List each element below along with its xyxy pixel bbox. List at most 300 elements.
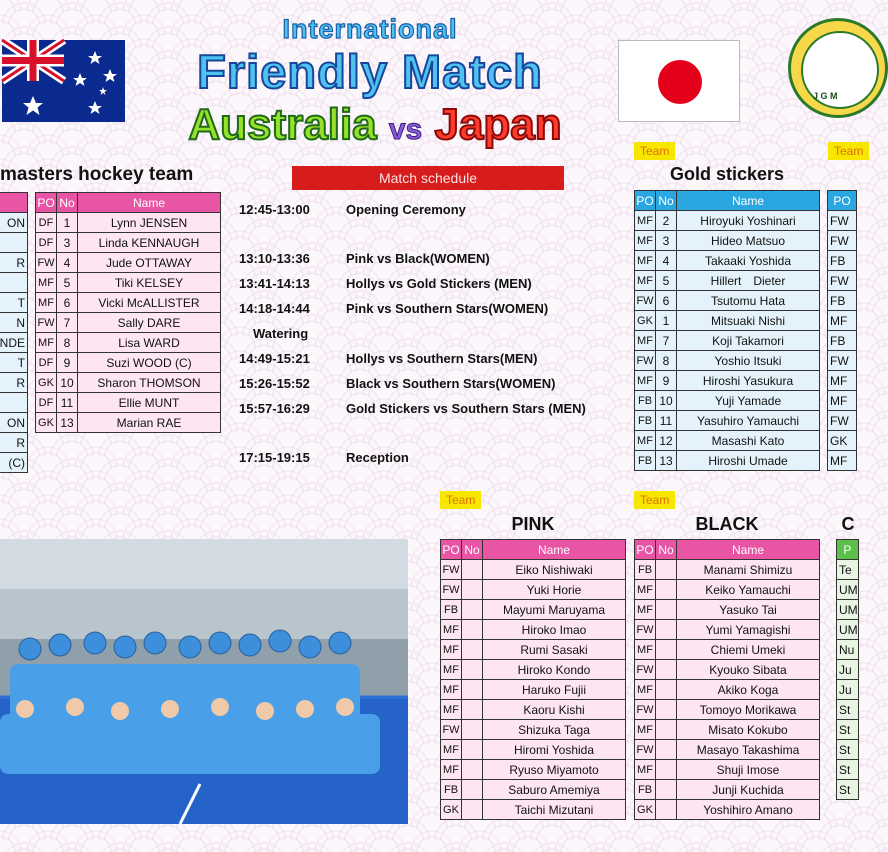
player-name: Lynn JENSEN [78,213,221,233]
player-position: GK [441,800,462,820]
player-number [656,580,677,600]
schedule-break: Watering [253,326,309,341]
schedule-time: 13:41-14:13 [239,276,310,291]
pink-header-po: PO [441,540,462,560]
player-position: MF [635,231,656,251]
player-position: MF [635,640,656,660]
player-position: MF [635,251,656,271]
player-name: Ryuso Miyamoto [483,760,626,780]
table-row [828,411,857,431]
title-team-a: Australia [188,100,377,149]
player-name: Mayumi Maruyama [483,600,626,620]
partial-cell: N [0,313,28,333]
player-name: Suzi WOOD (C) [78,353,221,373]
player-position: MF [441,740,462,760]
gold-stickers-table [634,190,820,471]
player-number: 1 [57,213,78,233]
schedule-time: 14:18-14:44 [239,301,310,316]
gold-header-no: No [656,191,677,211]
player-number: 11 [57,393,78,413]
player-number: 9 [656,371,677,391]
player-position: FW [635,740,656,760]
player-position: MF [441,680,462,700]
player-number: 7 [57,313,78,333]
table-row [36,293,221,313]
partial-cell: NDE [0,333,28,353]
player-position: MF [441,620,462,640]
player-position: DF [36,393,57,413]
player-name: Lisa WARD [78,333,221,353]
schedule-event: Gold Stickers vs Southern Stars (MEN) [346,401,586,416]
table-row [828,291,857,311]
player-name: Ellie MUNT [78,393,221,413]
table-row [837,580,859,600]
table-row [0,213,28,233]
player-name: Hiroko Imao [483,620,626,640]
australia-header-row [36,193,221,213]
australia-header-name: Name [78,193,221,213]
table-row [0,253,28,273]
partial-cell: St [837,700,859,720]
player-position: GK [635,311,656,331]
player-name: Takaaki Yoshida [677,251,820,271]
table-row [441,760,626,780]
player-name: Yasuko Tai [677,600,820,620]
table-row [837,760,859,780]
player-number [656,640,677,660]
player-position: MF [635,371,656,391]
table-row [828,431,857,451]
table-row [36,413,221,433]
player-number: 13 [656,451,677,471]
pink-header-name: Name [483,540,626,560]
player-number: 8 [57,333,78,353]
player-position: FW [441,720,462,740]
table-row [837,720,859,740]
player-number [462,800,483,820]
player-name: Yasuhiro Yamauchi [677,411,820,431]
partial-cell: (C) [0,453,28,473]
table-row [837,780,859,800]
partial-cell: R [0,373,28,393]
player-position: FB [635,780,656,800]
partial-cell: UM [837,580,859,600]
player-number [462,660,483,680]
match-schedule-header: Match schedule [292,166,564,190]
schedule-event: Pink vs Southern Stars(WOMEN) [346,301,549,316]
player-position: MF [635,211,656,231]
team-photo [0,539,408,824]
player-position: MF [635,271,656,291]
player-number [462,640,483,660]
black-header-no: No [656,540,677,560]
table-row [0,373,28,393]
table-row [36,213,221,233]
table-row [828,331,857,351]
player-position: MF [36,273,57,293]
player-number: 7 [656,331,677,351]
australia-team-title: masters hockey team [0,164,194,185]
player-position: FB [635,411,656,431]
player-number [462,600,483,620]
player-position: MF [635,600,656,620]
player-number: 6 [57,293,78,313]
player-name: Mitsuaki Nishi [677,311,820,331]
player-position: FW [635,351,656,371]
partial-cell: Ju [837,660,859,680]
table-row [635,580,820,600]
australia-roster-table [35,192,221,433]
partial-cell: FW [828,211,857,231]
schedule-time: 15:57-16:29 [239,401,310,416]
player-position: FW [635,700,656,720]
table-row [635,800,820,820]
table-row [828,351,857,371]
table-row [635,780,820,800]
table-row [0,313,28,333]
table-row [828,271,857,291]
player-name: Hiroshi Umade [677,451,820,471]
player-number [462,580,483,600]
table-row [828,231,857,251]
player-number: 9 [57,353,78,373]
player-number [656,760,677,780]
table-row [635,411,820,431]
player-number [656,720,677,740]
table-row [837,600,859,620]
player-number: 3 [57,233,78,253]
player-position: MF [441,640,462,660]
team-tag-gold: Team [634,142,675,160]
table-row [635,660,820,680]
partial-cell: MF [828,311,857,331]
table-row [0,433,28,453]
table-row [36,373,221,393]
table-row [36,253,221,273]
pink-header-row [441,540,626,560]
black-header-po: PO [635,540,656,560]
table-row [635,371,820,391]
table-row [635,211,820,231]
table-row [837,740,859,760]
schedule-event: Hollys vs Gold Stickers (MEN) [346,276,532,291]
schedule-time: 15:26-15:52 [239,376,310,391]
player-position: FW [635,620,656,640]
table-row [635,311,820,331]
table-row [635,760,820,780]
table-row [0,393,28,413]
partial-cell: R [0,433,28,453]
player-number: 1 [656,311,677,331]
player-number: 3 [656,231,677,251]
table-row [441,660,626,680]
player-number: 5 [57,273,78,293]
table-row [441,620,626,640]
player-name: Misato Kokubo [677,720,820,740]
player-name: Marian RAE [78,413,221,433]
japan-flag [618,40,740,122]
player-name: Tomoyo Morikawa [677,700,820,720]
player-position: MF [441,660,462,680]
table-row [0,413,28,433]
schedule-time: 12:45-13:00 [239,202,310,217]
partial-cell: FB [828,291,857,311]
table-row [828,311,857,331]
player-position: GK [635,800,656,820]
player-name: Tiki KELSEY [78,273,221,293]
player-name: Yoshihiro Amano [677,800,820,820]
player-name: Yuji Yamade [677,391,820,411]
player-number [462,680,483,700]
player-number [462,780,483,800]
table-row [837,680,859,700]
third-team-title: C [841,514,855,534]
table-row [635,271,820,291]
black-roster-table [634,539,820,820]
player-name: Keiko Yamauchi [677,580,820,600]
pink-roster-table [440,539,626,820]
player-name: Rumi Sasaki [483,640,626,660]
player-position: MF [635,431,656,451]
table-row [635,331,820,351]
table-row [635,700,820,720]
player-position: FW [635,660,656,680]
player-number: 11 [656,411,677,431]
table-row [0,273,28,293]
black-team-title: BLACK [695,514,759,534]
player-name: Kaoru Kishi [483,700,626,720]
partial-cell: UM [837,600,859,620]
table-row [36,353,221,373]
australia-flag [2,40,125,122]
table-row [441,700,626,720]
table-row [0,333,28,353]
player-position: FW [635,291,656,311]
player-position: MF [635,760,656,780]
partial-cell: St [837,780,859,800]
table-row [635,680,820,700]
table-row [828,371,857,391]
table-row [441,780,626,800]
partial-cell: GK [828,431,857,451]
table-row [635,560,820,580]
table-row [837,700,859,720]
player-position: FB [635,560,656,580]
australia-header-po: PO [36,193,57,213]
player-position: FW [36,313,57,333]
table-row [635,451,820,471]
table-row [441,720,626,740]
table-row [441,560,626,580]
partial-cell [0,273,28,293]
player-number [656,660,677,680]
table-row [441,600,626,620]
australia-header-no: No [57,193,78,213]
table-row [635,391,820,411]
player-number: 6 [656,291,677,311]
player-name: Jude OTTAWAY [78,253,221,273]
partial-cell: FB [828,331,857,351]
table-row [837,540,859,560]
title-friendly-match: Friendly Match [197,45,543,98]
player-name: Junji Kuchida [677,780,820,800]
player-position: MF [36,333,57,353]
player-position: GK [36,373,57,393]
table-row [635,600,820,620]
gold-stickers-title: Gold stickers [669,164,785,184]
player-number [656,780,677,800]
schedule-event: Pink vs Black(WOMEN) [346,251,490,266]
table-row [0,353,28,373]
player-number: 12 [656,431,677,451]
player-number: 10 [57,373,78,393]
far-right-partial-column [827,190,857,471]
partial-cell: R [0,253,28,273]
player-name: Koji Takamori [677,331,820,351]
partial-cell: ON [0,213,28,233]
player-number: 13 [57,413,78,433]
player-position: MF [441,760,462,780]
player-number [656,620,677,640]
player-number: 10 [656,391,677,411]
schedule-event: Hollys vs Southern Stars(MEN) [346,351,538,366]
black-header-name: Name [677,540,820,560]
partial-cell: FW [828,231,857,251]
table-row [635,291,820,311]
partial-cell: Te [837,560,859,580]
player-number [462,760,483,780]
partial-cell: FW [828,351,857,371]
player-name: Shuji Imose [677,760,820,780]
schedule-event: Opening Ceremony [346,202,466,217]
partial-cell: MF [828,451,857,471]
partial-cell: T [0,293,28,313]
gold-header-po: PO [635,191,656,211]
table-row [0,233,28,253]
table-row [837,660,859,680]
player-number [462,740,483,760]
team-tag-pink: Team [440,491,481,509]
player-position: MF [635,580,656,600]
player-name: Hideo Matsuo [677,231,820,251]
table-row [441,740,626,760]
schedule-event: Reception [346,450,409,465]
player-number [656,680,677,700]
player-position: FB [441,600,462,620]
player-number [656,740,677,760]
table-row [441,580,626,600]
player-name: Hiromi Yoshida [483,740,626,760]
partial-cell [0,233,28,253]
table-row [635,720,820,740]
player-name: Akiko Koga [677,680,820,700]
partial-cell: FW [828,271,857,291]
schedule-event: Black vs Southern Stars(WOMEN) [346,376,556,391]
table-row [635,740,820,760]
player-number [656,560,677,580]
player-position: MF [635,680,656,700]
table-row [36,273,221,293]
partial-cell: St [837,720,859,740]
partial-cell: St [837,760,859,780]
player-name: Kyouko Sibata [677,660,820,680]
partial-cell: Ju [837,680,859,700]
player-number [656,700,677,720]
player-number: 8 [656,351,677,371]
team-tag-far-right: Team [828,142,869,160]
player-name: Yoshio Itsuki [677,351,820,371]
player-name: Tsutomu Hata [677,291,820,311]
partial-cell: St [837,740,859,760]
table-row [837,640,859,660]
player-number [462,720,483,740]
table-row [828,211,857,231]
player-name: Yuki Horie [483,580,626,600]
table-row [837,620,859,640]
title-international: International [282,14,458,44]
player-name: Yumi Yamagishi [677,620,820,640]
partial-cell [0,393,28,413]
schedule-time: 17:15-19:15 [239,450,310,465]
logo-text: J G M [813,91,838,101]
third-partial-column [836,539,859,800]
table-row [837,560,859,580]
player-name: Eiko Nishiwaki [483,560,626,580]
player-number [462,620,483,640]
title-vs: vs [388,113,423,146]
schedule-time: 13:10-13:36 [239,251,310,266]
player-position: MF [635,331,656,351]
jgm-logo [788,18,888,118]
table-row [36,313,221,333]
player-name: Hiroshi Yasukura [677,371,820,391]
table-row [635,231,820,251]
table-row [635,640,820,660]
player-name: Hiroyuki Yoshinari [677,211,820,231]
player-position: DF [36,213,57,233]
player-name: Linda KENNAUGH [78,233,221,253]
table-row [635,431,820,451]
table-row [0,193,28,213]
player-position: FW [441,560,462,580]
partial-header: PO [828,191,857,211]
player-name: Sally DARE [78,313,221,333]
table-row [441,680,626,700]
pink-header-no: No [462,540,483,560]
player-name: Haruko Fujii [483,680,626,700]
black-header-row [635,540,820,560]
gold-header-name: Name [677,191,820,211]
partial-cell: Nu [837,640,859,660]
partial-cell: FB [828,251,857,271]
table-row [36,333,221,353]
partial-cell: ON [0,413,28,433]
player-number: 4 [57,253,78,273]
player-name: Hiroko Kondo [483,660,626,680]
player-name: Saburo Amemiya [483,780,626,800]
player-position: GK [36,413,57,433]
player-number [656,800,677,820]
partial-header [0,193,28,213]
player-name: Manami Shimizu [677,560,820,580]
table-row [828,391,857,411]
pink-team-title: PINK [511,514,555,534]
table-row [36,393,221,413]
gold-header-row [635,191,820,211]
player-position: MF [635,720,656,740]
title-matchup [140,100,610,150]
partial-cell: UM [837,620,859,640]
